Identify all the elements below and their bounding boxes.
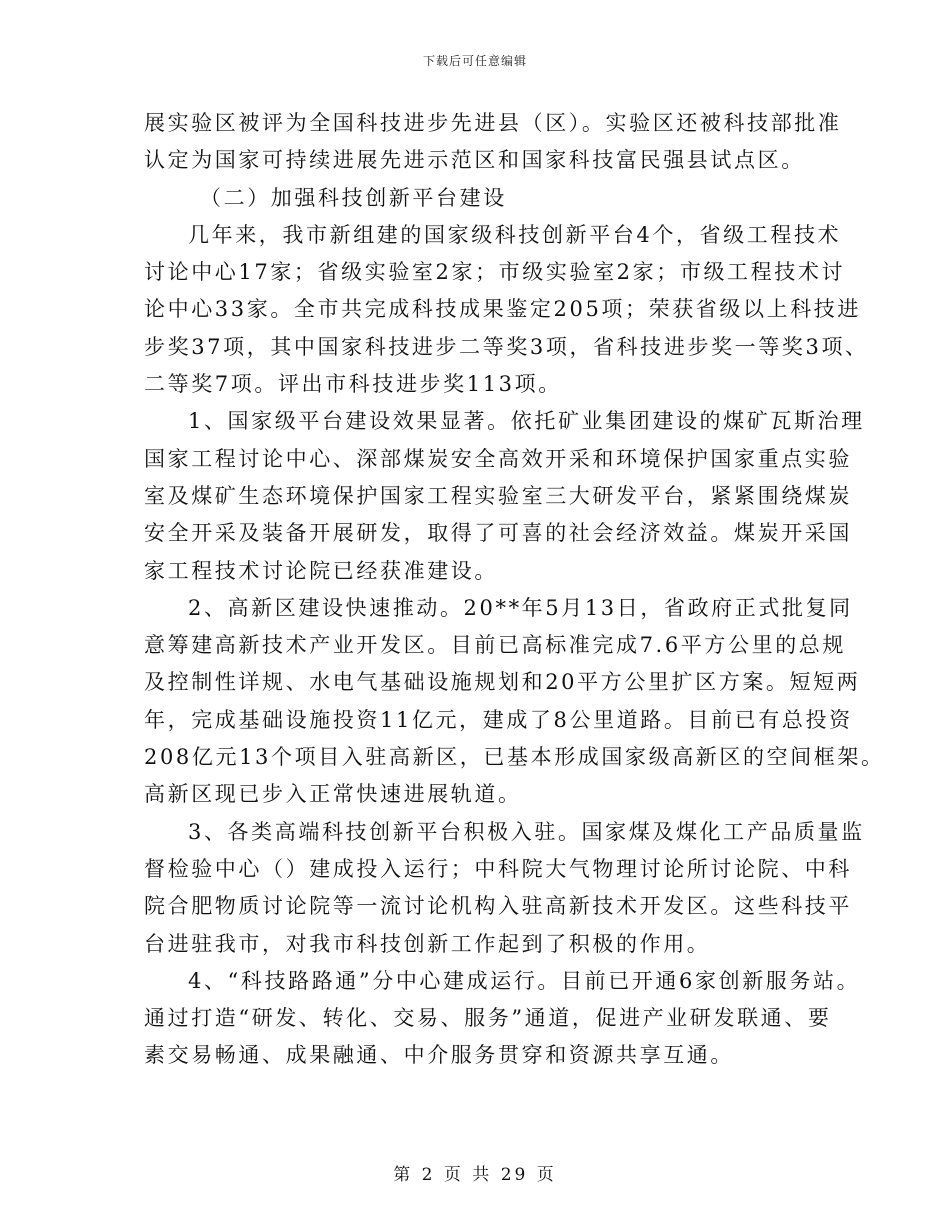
header-note: 下载后可任意编辑 xyxy=(422,54,527,68)
text-line: 步奖37项，其中国家科技进步二等奖3项，省科技进步奖一等奖3项、 xyxy=(144,334,869,359)
text-line: 国家工程讨论中心、深部煤炭安全高效开采和环境保护国家重点实验 xyxy=(144,446,852,471)
text-line: 院合肥物质讨论院等一流讨论机构入驻高新技术开发区。这些科技平 xyxy=(144,894,852,919)
text-line: 展实验区被评为全国科技进步先进县（区）。实验区还被科技部批准 xyxy=(144,111,842,135)
text-line: 二等奖7项。评出市科技进步奖113项。 xyxy=(144,372,562,397)
text-line: 208亿元13个项目入驻高新区，已基本形成国家级高新区的空间框架。 xyxy=(144,745,885,770)
text-line: 及控制性详规、水电气基础设施规划和20平方公里扩区方案。短短两 xyxy=(144,670,861,695)
paragraph-first-line: 2、高新区建设快速推动。20**年5月13日，省政府正式批复同 xyxy=(188,595,853,620)
text-line: 年，完成基础设施投资11亿元，建成了8公里道路。目前已有总投资 xyxy=(144,707,853,732)
text-line: 意筹建高新技术产业开发区。目前已高标准完成7.6平方公里的总规 xyxy=(144,633,846,658)
text-line: 素交易畅通、成果融通、中介服务贯穿和资源共享互通。 xyxy=(144,1043,734,1068)
text-line: 通过打造“研发、转化、交易、服务”通道，促进产业研发联通、要 xyxy=(144,1006,832,1031)
paragraph-first-line: 几年来，我市新组建的国家级科技创新平台4个，省级工程技术 xyxy=(188,222,842,247)
text-line: 讨论中心17家；省级实验室2家；市级实验室2家；市级工程技术讨 xyxy=(144,260,846,285)
text-line: 高新区现已步入正常快速进展轨道。 xyxy=(144,782,522,807)
document-body xyxy=(144,105,885,1075)
text-line: 认定为国家可持续进展先进示范区和国家科技富民强县试点区。 xyxy=(144,148,805,173)
paragraph-first-line: 3、各类高端科技创新平台积极入驻。国家煤及煤化工产品质量监 xyxy=(188,819,865,844)
text-line: 论中心33家。全市共完成科技成果鉴定205项；荣获省级以上科技进 xyxy=(144,297,862,322)
page-number: 第 2 页 共 29 页 xyxy=(393,1165,557,1185)
text-line: 家工程技术讨论院已经获准建设。 xyxy=(144,558,498,583)
paragraph-first-line: 4、“科技路路通”分中心建成运行。目前已开通6家创新服务站。 xyxy=(188,968,861,993)
text-line: 室及煤矿生态环境保护国家工程实验室三大研发平台，紧紧围绕煤炭 xyxy=(144,483,852,508)
paragraph-first-line: 1、国家级平台建设效果显著。依托矿业集团建设的煤矿瓦斯治理 xyxy=(188,409,865,434)
section-heading: （二）加强科技创新平台建设 xyxy=(200,185,507,210)
text-line: 台进驻我市，对我市科技创新工作起到了积极的作用。 xyxy=(144,931,711,956)
text-line: 督检验中心（）建成投入运行；中科院大气物理讨论所讨论院、中科 xyxy=(144,856,852,881)
text-line: 安全开采及装备开展研发，取得了可喜的社会经济效益。煤炭开采国 xyxy=(144,521,852,546)
